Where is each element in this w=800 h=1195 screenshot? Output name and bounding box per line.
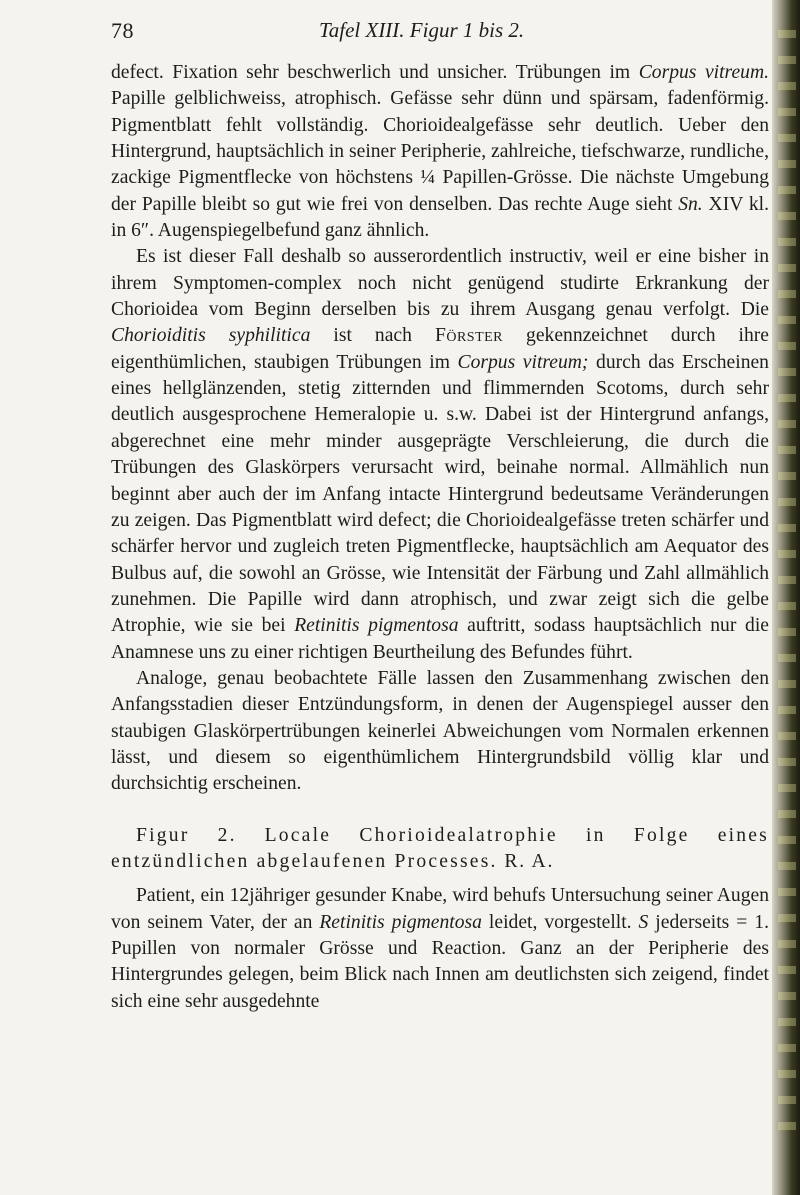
facing-page-edge: [778, 30, 796, 1130]
text-run: Papille gelblichweiss, atrophisch. Gefässe sehr dünn und spärsam, fadenförmig. Pigmentblatt fehlt vollständig. Chorioidealgefässe sehr deutlich. Ueber den Hintergrund, hauptsächlich in seiner Peripherie, zahlreiche, tiefschwarze, rundliche, zackige Pigmentflecke von höchstens ¼ Papillen-Grösse. Die nächste Umgebung der Papille bleibt so gut wie frei von denselben. Das rechte Auge sieht: [111, 88, 769, 215]
text-run: auftritt, sodass hauptsächlich nur die Anamnese uns zu einer richtigen Beurtheilung des Befundes führt.: [111, 615, 769, 663]
body-text: [111, 60, 769, 1015]
paragraph-1: [111, 60, 769, 244]
italic-run: S: [638, 911, 649, 933]
text-run: Es ist dieser Fall deshalb so ausserordentlich instructiv, weil er eine bisher in ihrem Symptomen-complex noch nicht genügend studirte Erkrankung der Chorioidea vom Beginn derselben bis zu ihrem Ausgang genau verfolgt. Die: [111, 246, 769, 321]
text-run: ist nach: [310, 325, 435, 347]
paragraph-3: [111, 666, 769, 798]
text-run: leidet, vorgestellt.: [481, 911, 639, 933]
text-run: XIV kl. in 6″. Augenspiegelbefund ganz ähnlich.: [111, 193, 769, 242]
paragraph-4: [111, 883, 769, 1015]
binding-gutter: [772, 0, 800, 1195]
text-run: defect. Fixation sehr beschwerlich und unsicher. Trübungen im: [111, 62, 639, 83]
text-run: gekennzeichnet durch ihre eigenthümlichen, staubigen Trübungen im: [111, 325, 769, 373]
italic-run: Retinitis pigmentosa: [294, 615, 459, 637]
text-run: Analoge, genau beobachtete Fälle lassen den Zusammenhang zwischen den Anfangsstadien dieser Entzündungsform, in denen der Augenspiegel ausser den staubigen Glaskörpertrübungen keinerlei Abweichungen vom Normalen erkennen lässt, und diesem so eigenthümlichem Hintergrundsbild völlig klar und durchsichtig erscheinen.: [111, 667, 769, 795]
italic-run: Retinitis pigmentosa: [319, 911, 482, 933]
page-header: [111, 18, 771, 48]
italic-run: Sn.: [678, 193, 703, 215]
figure-label: Figur 2.: [136, 824, 237, 846]
page-number: 78: [111, 18, 134, 43]
small-gap: [111, 875, 769, 883]
italic-run: Corpus vitreum;: [457, 351, 589, 373]
italic-run: Chorioiditis syphilitica: [111, 325, 311, 347]
figure-author: R. A.: [504, 850, 555, 872]
italic-run: Corpus vitreum.: [638, 62, 769, 83]
text-run: Patient, ein 12jähriger gesunder Knabe, wird behufs Untersuchung seiner Augen von seinem Vater, der an: [111, 885, 769, 933]
author-name: Förster: [434, 325, 504, 347]
text-run: durch das Erscheinen eines hellglänzenden, stetig zitternden und flimmernden Scotoms, durch sehr deutlich ausgesprochene Hemeralopie u. s.w. Dabei ist der Hintergrund anfangs, abgerechnet eine mehr minder ausgeprägte Verschleierung, die durch die Trübungen des Glaskörpers verursacht wird, beinahe normal. Allmählich nun beginnt aber auch der im Anfang intacte Hintergrund bedeutsame Veränderungen zu zeigen. Das Pigmentblatt wird defect; die Chorioidealgefässe treten schärfer und schärfer hervor und zugleich treten Pigmentflecke, hauptsächlich am Aequator des Bulbus auf, die sowohl an Grösse, wie Intensität der Färbung und Zahl allmählich zunehmen. Die Papille wird dann atrophisch, und zwar zeigt sich die gelbe Atrophie, wie sie bei: [111, 351, 769, 637]
paragraph-2: [111, 244, 769, 666]
section-gap: [111, 798, 769, 823]
running-head: Tafel XIII. Figur 1 bis 2.: [319, 18, 525, 42]
figure-title: Locale Chorioidealatrophie in Folge eines entzündlichen abgelaufenen Processes.: [111, 824, 770, 872]
text-run: jederseits = 1. Pupillen von normaler Grösse und Reaction. Ganz an der Peripherie des Hintergrundes gelegen, beim Blick nach Innen am deutlichsten sich zeigend, findet sich eine sehr ausgedehnte: [111, 911, 769, 1012]
figure-heading: [111, 823, 769, 876]
